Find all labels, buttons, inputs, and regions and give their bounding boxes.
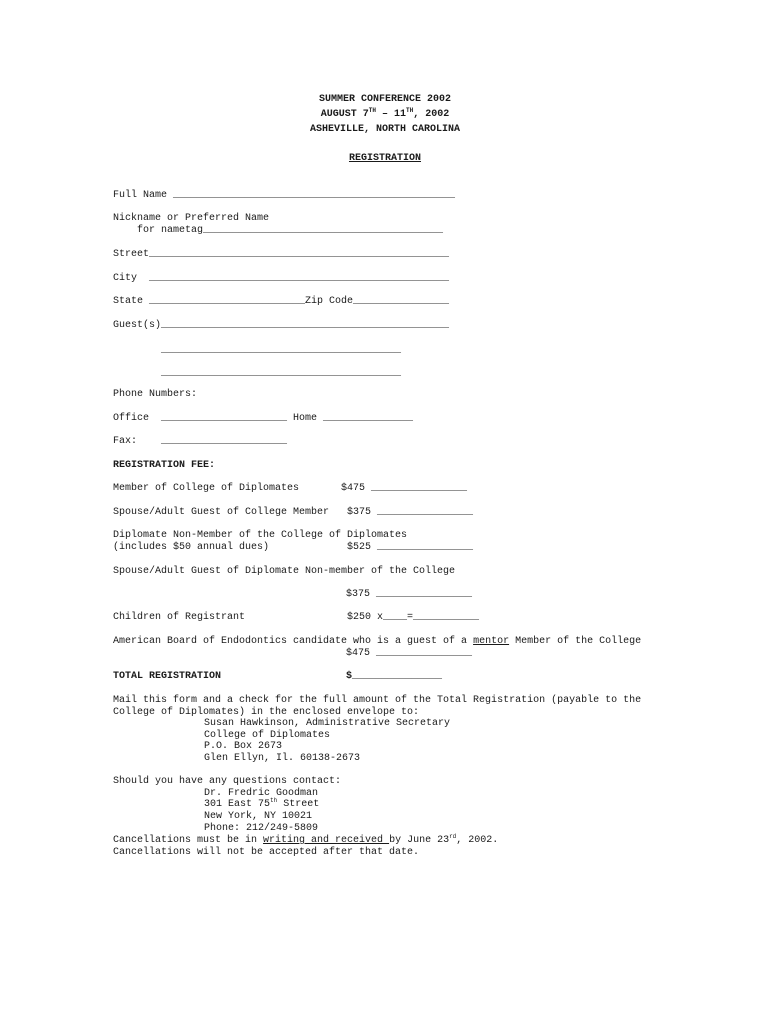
fee-non-member-line-1: Diplomate Non-Member of the College of Diplomates <box>113 530 408 541</box>
total-registration-label: TOTAL REGISTRATION <box>113 671 222 682</box>
mail-address-name: Susan Hawkinson, Administrative Secretary <box>204 718 451 729</box>
total-registration-field[interactable]: $_______________ <box>346 671 443 682</box>
fee-abe-candidate-label <box>113 636 641 648</box>
mail-address-box: P.O. Box 2673 <box>204 741 283 752</box>
registration-heading: REGISTRATION <box>348 153 421 164</box>
phone-numbers-label: Phone Numbers: <box>113 389 198 400</box>
state-zip-field[interactable]: State __________________________Zip Code________________ <box>113 296 450 307</box>
fax-field[interactable]: Fax: _____________________ <box>113 436 288 447</box>
cancellation-date-suffix: rd <box>449 833 457 840</box>
dates-year: , 2002 <box>413 109 450 120</box>
mail-instructions-line-1: Mail this form and a check for the full amount of the Total Registration (payable to the <box>113 695 642 706</box>
abe-text-start: American Board of Endodontics candidate who is a guest of a <box>113 636 474 647</box>
abe-mentor-word: mentor <box>473 636 510 647</box>
fee-member[interactable]: Member of College of Diplomates $475 ________________ <box>113 483 468 494</box>
full-name-field[interactable]: Full Name _______________________________________________ <box>113 190 456 201</box>
dates-start-suffix: TH <box>368 107 376 114</box>
cancellation-start: Cancellations must be in <box>113 835 264 846</box>
cancellation-line-1 <box>113 835 498 847</box>
cancellation-underlined: writing and received <box>263 835 390 846</box>
conference-dates <box>0 109 770 121</box>
cancellation-date: by June 23 <box>389 835 450 846</box>
fee-abe-candidate-amount[interactable]: $475 ________________ <box>346 648 473 659</box>
fee-spouse-non-member-label: Spouse/Adult Guest of Diplomate Non-member of the College <box>113 566 456 577</box>
dates-end-suffix: TH <box>406 107 414 114</box>
fee-spouse-non-member-amount[interactable]: $375 ________________ <box>346 589 473 600</box>
city-field[interactable]: City __________________________________________________ <box>113 273 450 284</box>
contact-city: New York, NY 10021 <box>204 811 313 822</box>
contact-street-start: 301 East 75 <box>204 799 271 810</box>
cancellation-year: , 2002. <box>456 835 499 846</box>
dates-start: AUGUST 7 <box>320 109 369 120</box>
dates-mid: – 11 <box>375 109 406 120</box>
fee-non-member-line-2[interactable]: (includes $50 annual dues) $525 ________________ <box>113 542 474 553</box>
contact-intro: Should you have any questions contact: <box>113 776 342 787</box>
contact-street-suffix: th <box>270 797 278 804</box>
mail-address-org: College of Diplomates <box>204 730 331 741</box>
guests-field-line-2[interactable]: ________________________________________ <box>161 345 402 356</box>
street-field[interactable]: Street__________________________________________________ <box>113 249 450 260</box>
registration-fee-heading: REGISTRATION FEE: <box>113 460 216 471</box>
contact-street <box>204 799 319 811</box>
contact-name: Dr. Fredric Goodman <box>204 788 319 799</box>
contact-street-end: Street <box>277 799 320 810</box>
fee-children[interactable]: Children of Registrant $250 x____=___________ <box>113 612 480 623</box>
fee-spouse-member[interactable]: Spouse/Adult Guest of College Member $375 ________________ <box>113 507 474 518</box>
cancellation-line-2: Cancellations will not be accepted after that date. <box>113 847 420 858</box>
nickname-label: Nickname or Preferred Name <box>113 213 270 224</box>
abe-text-end: Member of the College <box>509 636 642 647</box>
mail-address-city: Glen Ellyn, Il. 60138-2673 <box>204 753 361 764</box>
office-home-phone-fields[interactable]: Office _____________________ Home _______________ <box>113 413 414 424</box>
nametag-field[interactable]: for nametag________________________________________ <box>113 225 444 236</box>
mail-instructions-line-2: College of Diplomates) in the enclosed envelope to: <box>113 707 420 718</box>
guests-field-line-3[interactable]: ________________________________________ <box>161 368 402 379</box>
contact-phone: Phone: 212/249-5809 <box>204 823 319 834</box>
conference-title: SUMMER CONFERENCE 2002 <box>318 94 452 105</box>
guests-field[interactable]: Guest(s)________________________________________________ <box>113 320 450 331</box>
conference-location: ASHEVILLE, NORTH CAROLINA <box>309 124 461 135</box>
